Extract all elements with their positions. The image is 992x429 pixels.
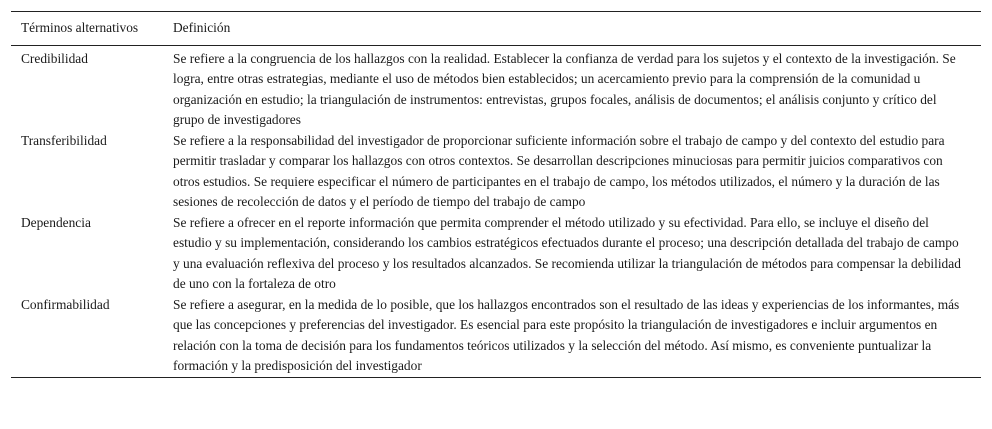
table-body: [11, 45, 981, 377]
table-header: [11, 12, 981, 46]
criteria-table: [11, 11, 981, 378]
term-cell: Credibilidad: [21, 50, 88, 66]
criteria-table-container: [11, 11, 981, 378]
definition-cell: Se refiere a asegurar, en la medida de lo posible, que los hallazgos encontrados son el resultado de las ideas y experiencias de los informantes, más que las concepciones y preferencias del investigador. Es esencial para este propósito la triangulación de investigadores e incluir argumentos en relación con la toma de decisión para los fundamentos teóricos utilizados y la selección del método. Así mismo, es conveniente puntualizar la formación y la predisposición del investigador: [173, 296, 960, 373]
header-definition: Definición: [173, 20, 231, 35]
header-terms: Términos alternativos: [21, 20, 139, 35]
table-row: [11, 213, 981, 295]
header-row: [11, 12, 981, 46]
term-cell: Transferibilidad: [21, 132, 107, 148]
definition-cell: Se refiere a la congruencia de los hallazgos con la realidad. Establecer la confianza de verdad para los sujetos y el contexto de la investigación. Se logra, entre otras estrategias, mediante el uso de métodos bien establecidos; un acercamiento previo para la comprensión de la comunidad u organización en estudio; la triangulación de instrumentos: entrevistas, grupos focales, análisis de documentos; el análisis conjunto y crítico del grupo de investigadores: [173, 50, 956, 127]
table-row: [11, 295, 981, 378]
table-row: [11, 45, 981, 131]
table-row: [11, 131, 981, 213]
term-cell: Dependencia: [21, 214, 91, 230]
term-cell: Confirmabilidad: [21, 296, 110, 312]
definition-cell: Se refiere a ofrecer en el reporte información que permita comprender el método utilizado y su efectividad. Para ello, se incluye el diseño del estudio y su implementación, considerando los cambios estratégicos efectuados durante el proceso; una descripción detallada del trabajo de campo y una evaluación reflexiva del proceso y los resultados alcanzados. Se recomienda utilizar la triangulación de métodos para compensar la debilidad de uno con la fortaleza de otro: [173, 214, 961, 291]
definition-cell: Se refiere a la responsabilidad del investigador de proporcionar suficiente información sobre el trabajo de campo y del contexto del estudio para permitir trasladar y comparar los hallazgos con otros contextos. Se desarrollan descripciones minuciosas para permitir juicios comparativos con otros estudios. Se requiere especificar el número de participantes en el trabajo de campo, los métodos utilizados, el número y la duración de las sesiones de recolección de datos y el período de tiempo del trabajo de campo: [173, 132, 945, 209]
